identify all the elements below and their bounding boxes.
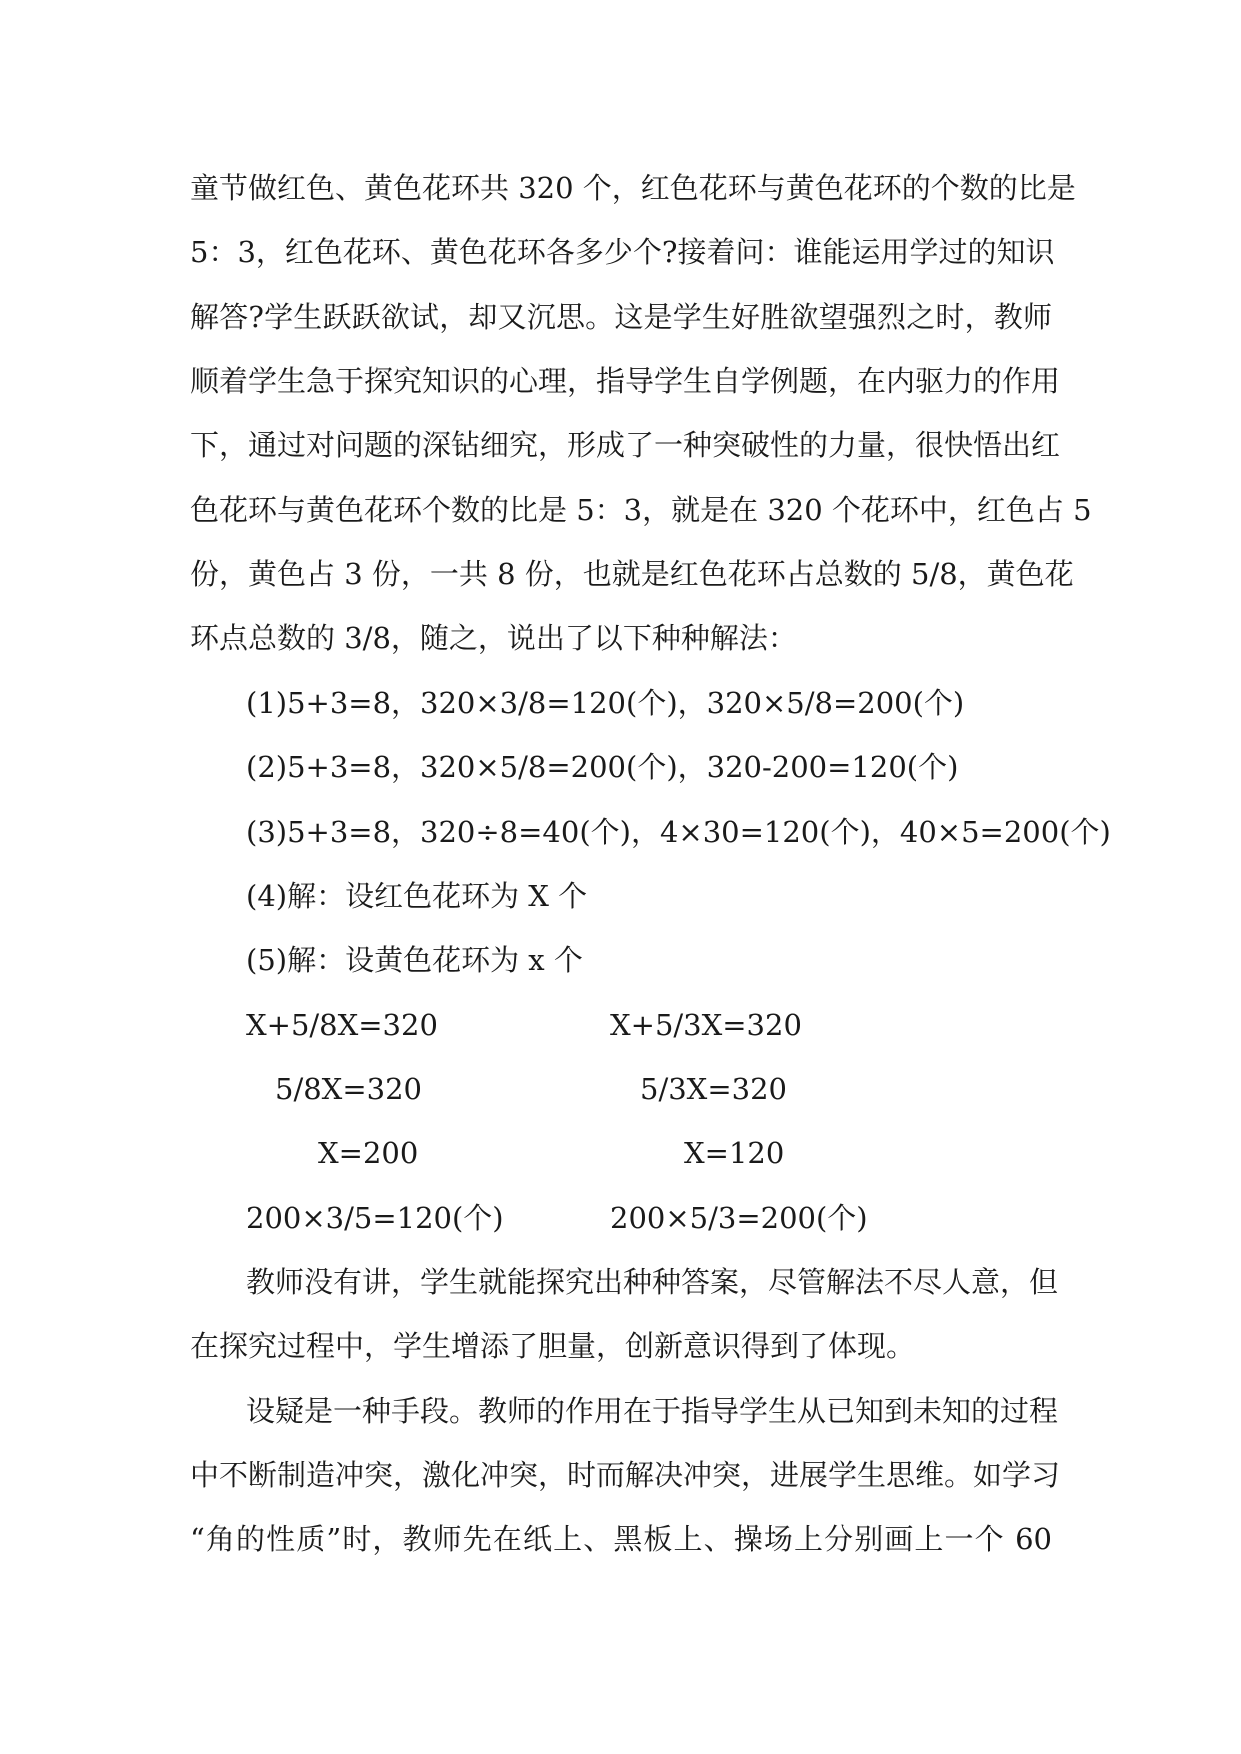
solution-5: (5)解：设黄色花环为 x 个 [246, 943, 583, 977]
equation-left-1: X+5/8X=320 [246, 1008, 438, 1042]
paragraph-1-line-2: 5：3，红色花环、黄色花环各多少个?接着问：谁能运用学过的知识 [190, 235, 1055, 269]
paragraph-1-line-7: 份，黄色占 3 份，一共 8 份，也就是红色花环占总数的 5/8，黄色花 [190, 557, 1074, 591]
equation-right-3: X=120 [684, 1136, 785, 1170]
solution-3: (3)5+3=8，320÷8=40(个)，4×30=120(个)，40×5=200(个) [246, 815, 1111, 849]
equation-right-1: X+5/3X=320 [610, 1008, 802, 1042]
paragraph-1-line-3: 解答?学生跃跃欲试，却又沉思。这是学生好胜欲望强烈之时，教师 [190, 300, 1052, 334]
solution-1: (1)5+3=8，320×3/8=120(个)，320×5/8=200(个) [246, 686, 965, 720]
paragraph-1-line-5: 下，通过对问题的深钻细究，形成了一种突破性的力量，很快悟出红 [190, 428, 1061, 462]
paragraph-1-line-8: 环点总数的 3/8，随之，说出了以下种种解法： [190, 621, 797, 655]
equation-right-4: 200×5/3=200(个) [610, 1201, 868, 1235]
equation-left-4: 200×3/5=120(个) [246, 1201, 504, 1235]
paragraph-3-line-1: 设疑是一种手段。教师的作用在于指导学生从已知到未知的过程 [246, 1394, 1059, 1428]
paragraph-2-line-1: 教师没有讲，学生就能探究出种种答案，尽管解法不尽人意，但 [246, 1265, 1059, 1299]
equation-left-3: X=200 [318, 1136, 419, 1170]
paragraph-1-line-1: 童节做红色、黄色花环共 320 个，红色花环与黄色花环的个数的比是 [190, 171, 1076, 205]
solution-2: (2)5+3=8，320×5/8=200(个)，320-200=120(个) [246, 750, 959, 784]
equation-right-2: 5/3X=320 [640, 1072, 787, 1106]
paragraph-2-line-2: 在探究过程中，学生增添了胆量，创新意识得到了体现。 [190, 1329, 916, 1363]
paragraph-3-line-3: “角的性质”时，教师先在纸上、黑板上、操场上分别画上一个 60 [190, 1522, 1052, 1556]
paragraph-3-line-2: 中不断制造冲突，激化冲突，时而解决冲突，进展学生思维。如学习 [190, 1458, 1061, 1492]
equation-left-2: 5/8X=320 [275, 1072, 422, 1106]
paragraph-1-line-6: 色花环与黄色花环个数的比是 5：3，就是在 320 个花环中，红色占 5 [190, 493, 1092, 527]
solution-4: (4)解：设红色花环为 X 个 [246, 879, 588, 913]
paragraph-1-line-4: 顺着学生急于探究知识的心理，指导学生自学例题，在内驱力的作用 [190, 364, 1061, 398]
